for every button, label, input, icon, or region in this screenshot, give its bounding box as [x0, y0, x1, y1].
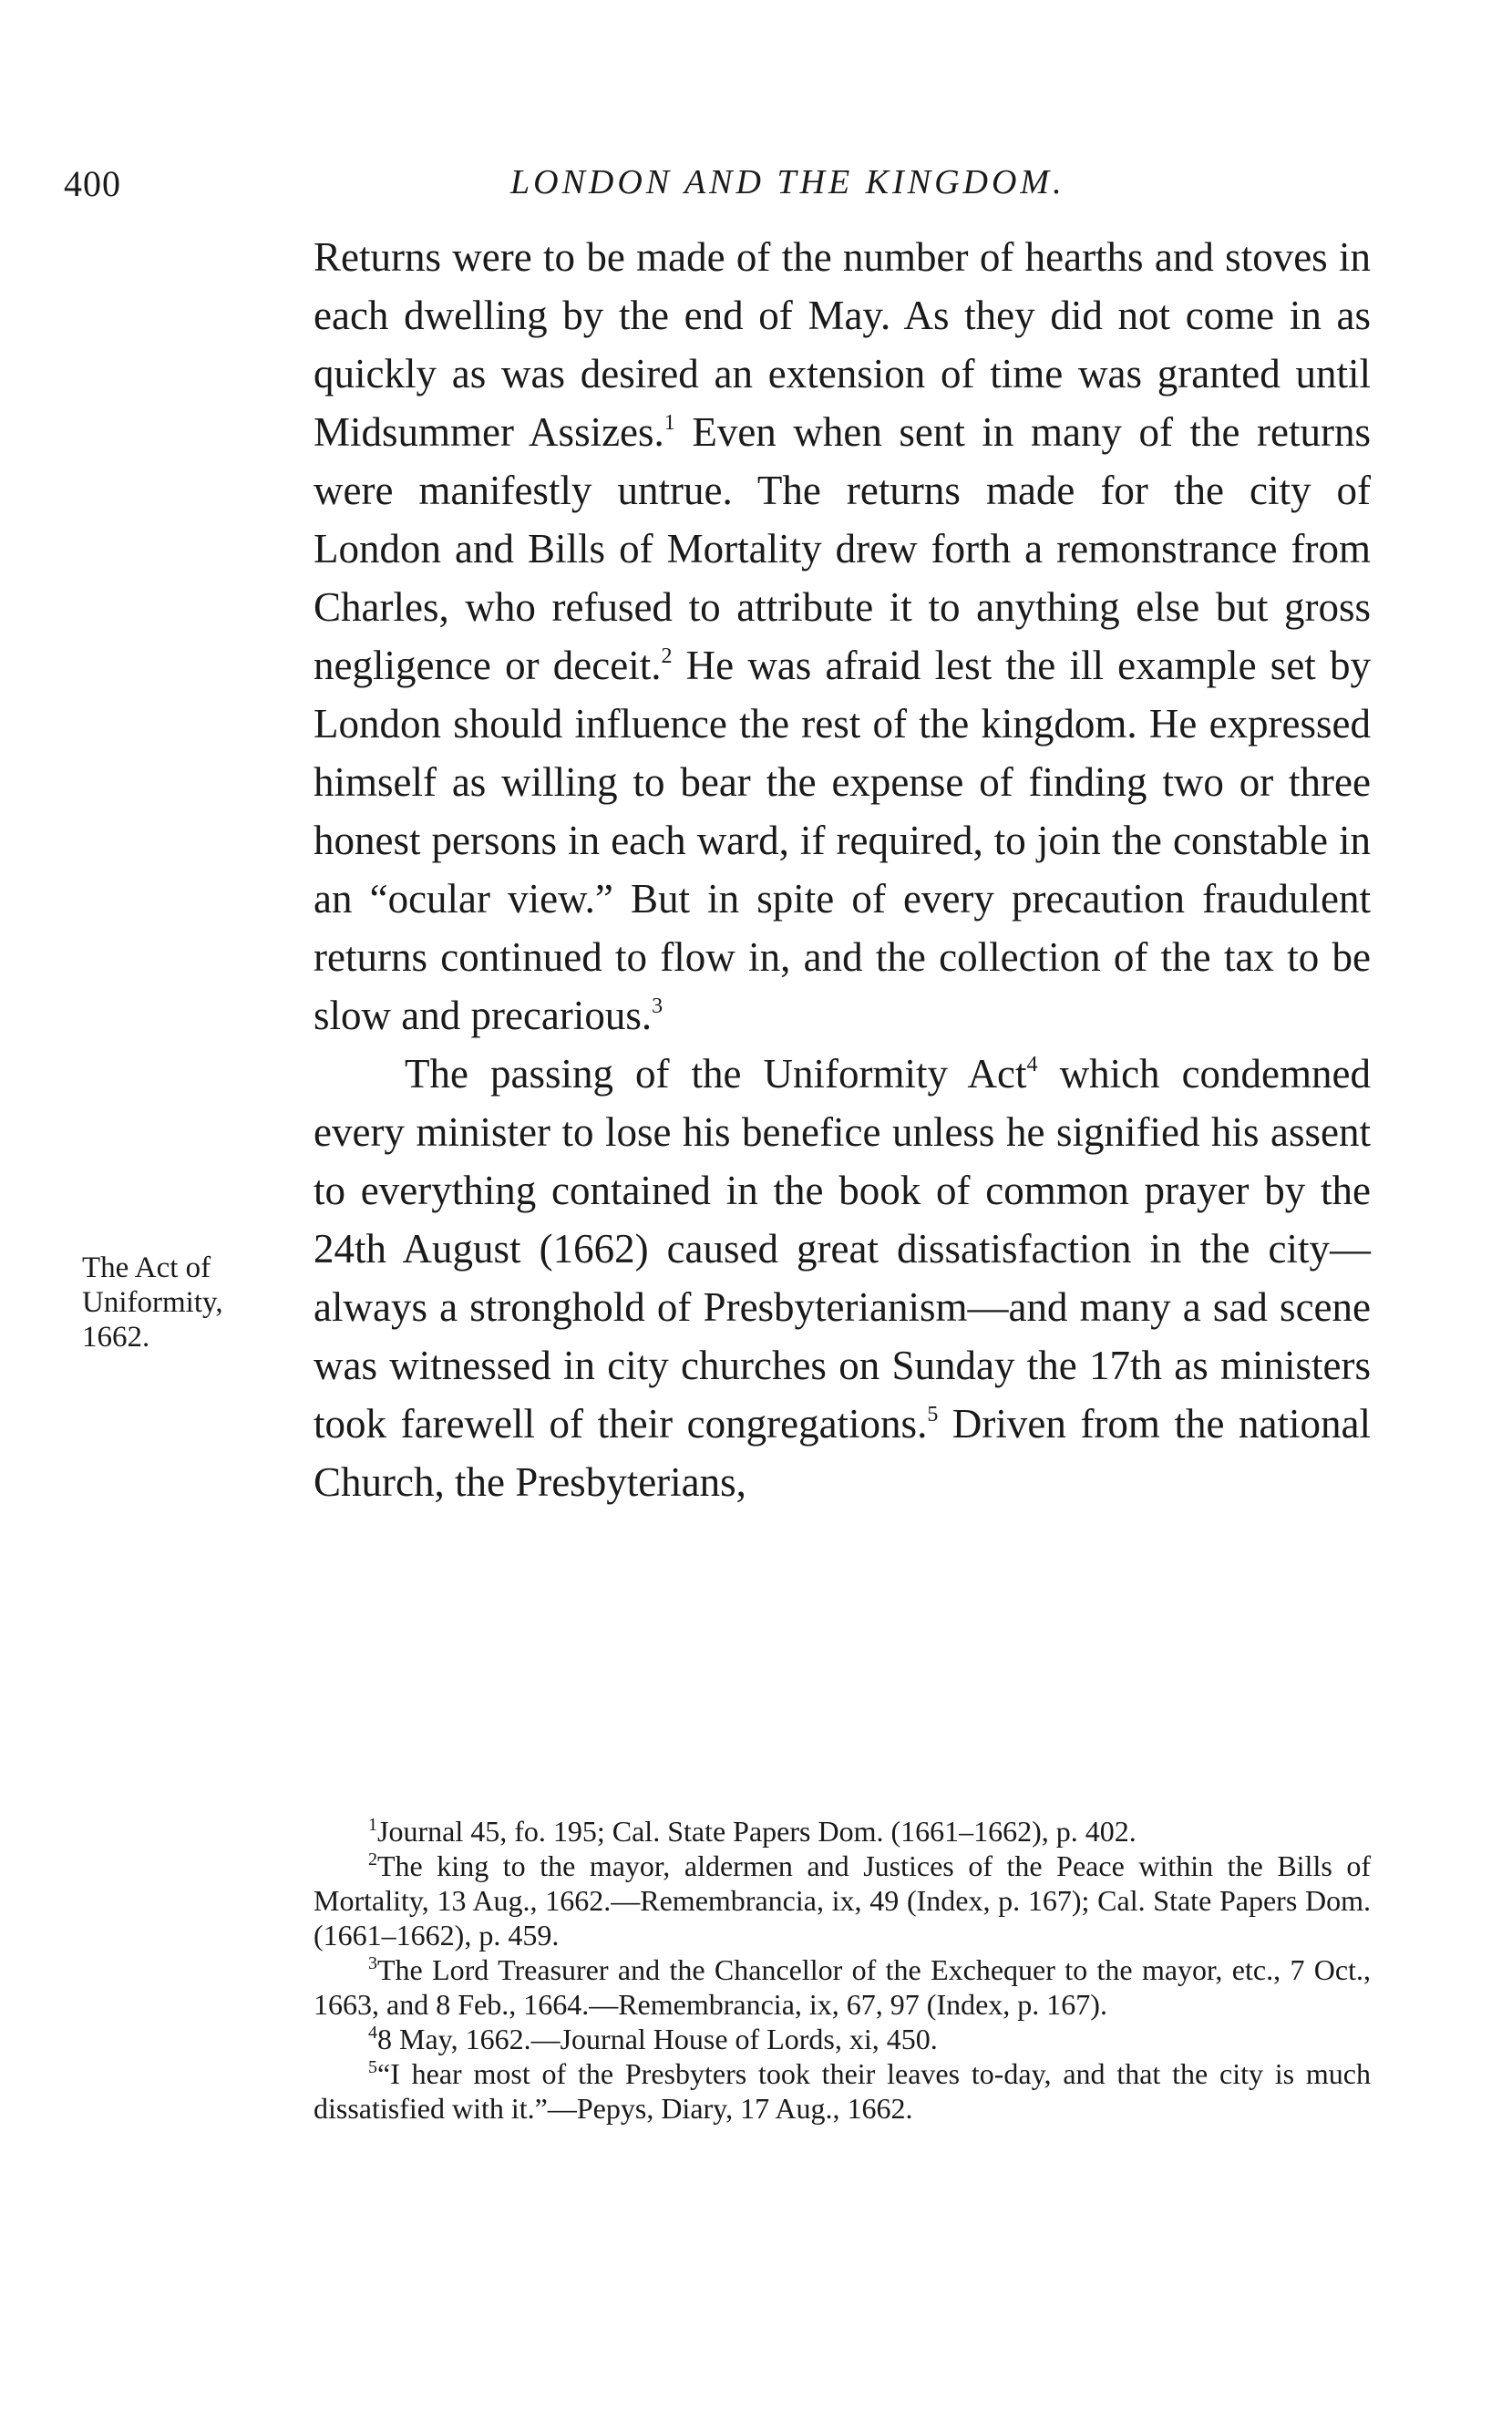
margin-note-line: Uniformity, [82, 1286, 223, 1319]
footnote-ref[interactable]: 5 [927, 1403, 939, 1426]
footnote [314, 1849, 1371, 1952]
footnote-number: 1 [368, 1815, 377, 1835]
footnote-ref[interactable]: 1 [663, 411, 675, 435]
footnote-number: 3 [368, 1953, 377, 1973]
paragraph-2 [314, 1045, 1371, 1511]
footnote-number: 2 [368, 1849, 377, 1869]
footnote-ref[interactable]: 4 [1026, 1053, 1038, 1076]
text-run: Even when sent in many of the returns were manifestly untrue. The returns made for the city of London and Bills of Mortality drew forth a remonstrance from Charles, who refused to attribute it to anything else but gross negligence or deceit. [314, 409, 1371, 688]
footnote-text: 8 May, 1662.—Journal House of Lords, xi, 450. [377, 2023, 938, 2055]
running-title: LONDON AND THE KINGDOM. [510, 163, 1065, 201]
footnote-text: Journal 45, fo. 195; Cal. State Papers Dom. (1661–1662), p. 402. [377, 1815, 1137, 1848]
text-run: The passing of the Uniformity Act [405, 1051, 1027, 1097]
footnote-number: 4 [368, 2023, 377, 2043]
footnote [314, 1952, 1371, 2022]
footnote-ref[interactable]: 2 [661, 644, 673, 668]
footnote [314, 2022, 1371, 2056]
text-run: He was afraid lest the ill example set by London should influence the rest of the kingdom. He expressed himself as willing to bear the expense of finding two or three honest persons in each ward, if required, to join the constable in an “ocular view.” But in spite of every precaution fraudulent returns continued to flow in, and the collection of the tax to be slow and precarious. [314, 643, 1371, 1038]
footnote-text: “I hear most of the Presbyters took their leaves to-day, and that the city is much dissatisfied with it.”—Pepys, Diary, 17 Aug., 1662. [314, 2057, 1371, 2125]
body-text [314, 228, 1371, 1511]
paragraph-1 [314, 228, 1371, 1045]
text-run: Driven from the national Church, the Presbyterians, [314, 1401, 1371, 1505]
text-run: which condemned every minister to lose his benefice unless he signified his assent to everything contained in the book of common prayer by the 24th August (1662) caused great dissatisfaction in the city—always a stronghold of Presbyterianism—and many a sad scene was witnessed in city churches on Sunday the 17th as ministers took farewell of their congregations. [314, 1051, 1371, 1447]
footnote-ref[interactable]: 3 [652, 994, 663, 1018]
page-number: 400 [64, 163, 121, 204]
footnote-number: 5 [368, 2057, 377, 2077]
margin-note [82, 1251, 283, 1354]
footnote [314, 2056, 1371, 2126]
footnote [314, 1814, 1371, 1849]
footnote-text: The Lord Treasurer and the Chancellor of the Exchequer to the mayor, etc., 7 Oct., 1663, and 8 Feb., 1664.—Remembrancia, ix, 67, 97 (Index, p. 167). [314, 1953, 1371, 2021]
text-run: Returns were to be made of the number of hearths and stoves in each dwelling by the end of May. As they did not come in as quickly as was desired an extension of time was granted until Midsummer Assizes. [314, 234, 1371, 455]
margin-note-line: 1662. [82, 1321, 150, 1354]
margin-note-line: The Act of [82, 1251, 211, 1284]
footnote-text: The king to the mayor, aldermen and Justices of the Peace within the Bills of Mortality, 13 Aug., 1662.—Remembrancia, ix, 49 (Index, p. 167); Cal. State Papers Dom. (1661–1662), p. 459. [314, 1849, 1371, 1952]
footnotes [314, 1814, 1371, 2126]
